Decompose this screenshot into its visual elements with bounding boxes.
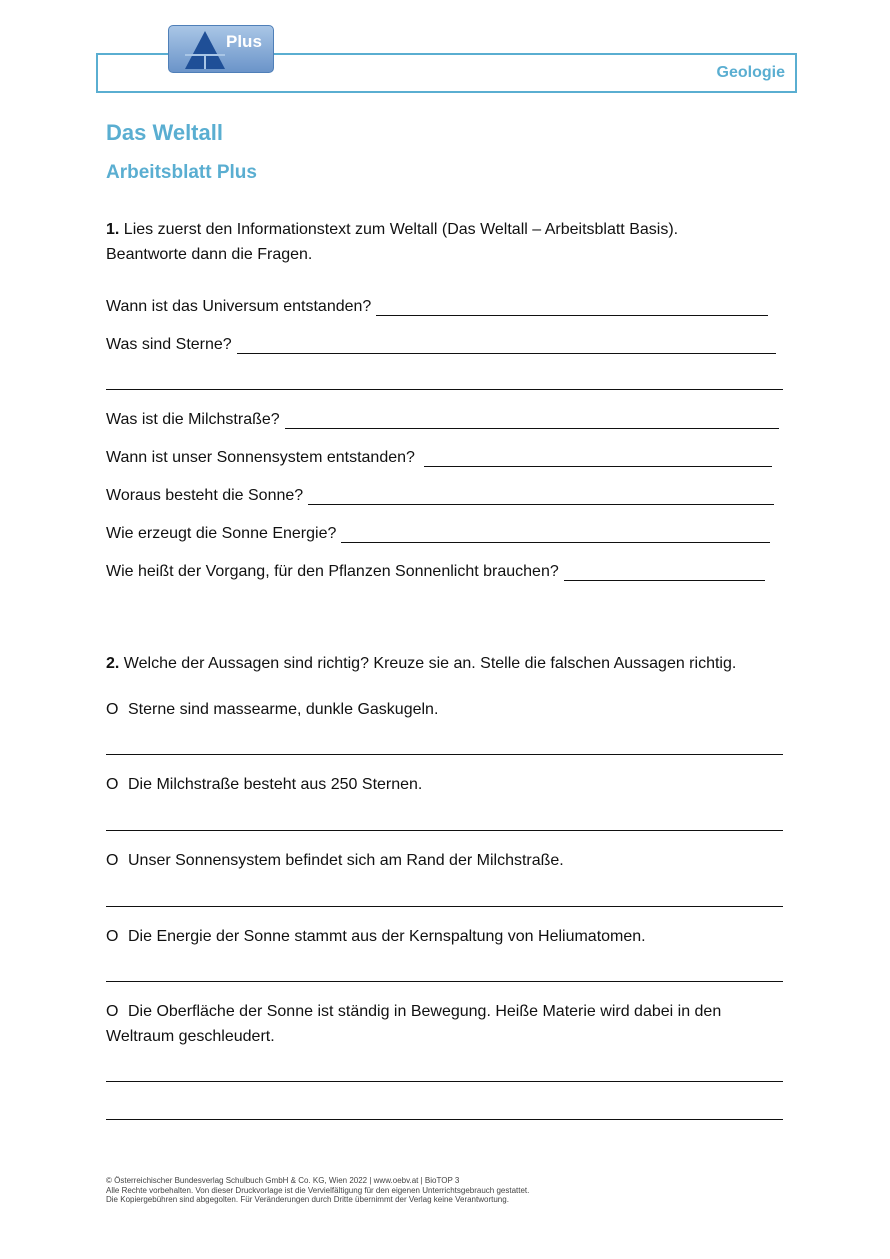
answer-line[interactable] xyxy=(106,389,783,390)
statement-item xyxy=(106,848,564,873)
question-row xyxy=(106,559,765,581)
answer-line[interactable] xyxy=(285,414,779,429)
statement-text: Sterne sind massearme, dunkle Gaskugeln. xyxy=(128,701,439,718)
question-text: Was ist die Milchstraße? xyxy=(106,411,280,428)
answer-line[interactable] xyxy=(106,906,783,907)
task1-number: 1. xyxy=(106,221,120,238)
plus-logo xyxy=(168,25,274,73)
question-row xyxy=(106,332,776,354)
question-row xyxy=(106,294,768,316)
checkbox-circle[interactable]: O xyxy=(106,701,119,718)
statement-text-continued: Weltraum geschleudert. xyxy=(106,1028,275,1045)
task2-text: Welche der Aussagen sind richtig? Kreuze sie an. Stelle die falschen Aussagen richtig. xyxy=(123,655,737,672)
question-text: Wann ist unser Sonnensystem entstanden? xyxy=(106,449,415,466)
statement-text: Die Milchstraße besteht aus 250 Sternen. xyxy=(128,776,423,793)
answer-line[interactable] xyxy=(106,754,783,755)
checkbox-circle[interactable]: O xyxy=(106,1003,119,1020)
statement-item xyxy=(106,772,422,797)
task1-text-line1: Lies zuerst den Informationstext zum Weltall (Das Weltall – Arbeitsblatt Basis). xyxy=(123,221,679,238)
task1-text-line2: Beantworte dann die Fragen. xyxy=(106,246,313,263)
copyright-footer xyxy=(106,1176,529,1205)
footer-line: © Österreichischer Bundesverlag Schulbuch GmbH & Co. KG, Wien 2022 | www.oebv.at | BioTOP 3 xyxy=(106,1176,460,1185)
answer-line[interactable] xyxy=(564,566,765,581)
question-row xyxy=(106,483,774,505)
question-row xyxy=(106,445,772,467)
answer-line[interactable] xyxy=(424,452,772,467)
checkbox-circle[interactable]: O xyxy=(106,852,119,869)
statement-text: Unser Sonnensystem befindet sich am Rand der Milchstraße. xyxy=(128,852,564,869)
answer-line[interactable] xyxy=(106,981,783,982)
statement-item xyxy=(106,697,438,722)
checkbox-circle[interactable]: O xyxy=(106,928,119,945)
question-row xyxy=(106,521,770,543)
question-text: Wie heißt der Vorgang, für den Pflanzen Sonnenlicht brauchen? xyxy=(106,563,559,580)
statement-item xyxy=(106,999,721,1049)
answer-line[interactable] xyxy=(106,1081,783,1082)
page-subtitle: Arbeitsblatt Plus xyxy=(106,162,257,183)
task1-instructions xyxy=(106,217,678,267)
question-text: Was sind Sterne? xyxy=(106,336,232,353)
subject-label: Geologie xyxy=(716,64,785,81)
logo-text: Plus xyxy=(226,32,262,51)
answer-line[interactable] xyxy=(106,830,783,831)
task2-number: 2. xyxy=(106,655,120,672)
answer-line[interactable] xyxy=(308,490,774,505)
statement-text: Die Oberfläche der Sonne ist ständig in Bewegung. Heiße Materie wird dabei in den xyxy=(128,1003,722,1020)
footer-line: Alle Rechte vorbehalten. Von dieser Druckvorlage ist die Vervielfältigung für den eigenen Unterrichtsgebrauch gestattet. xyxy=(106,1185,530,1195)
footer-line: Die Kopiergebühren sind abgegolten. Für Veränderungen durch Dritte übernimmt der Verlag keine Verantwortung. xyxy=(106,1195,509,1204)
question-text: Wie erzeugt die Sonne Energie? xyxy=(106,525,337,542)
task2-instructions xyxy=(106,651,736,676)
question-row xyxy=(106,407,779,429)
answer-line[interactable] xyxy=(237,339,776,354)
statement-item xyxy=(106,924,646,949)
question-text: Wann ist das Universum entstanden? xyxy=(106,298,372,315)
checkbox-circle[interactable]: O xyxy=(106,776,119,793)
question-text: Woraus besteht die Sonne? xyxy=(106,487,304,504)
page-title: Das Weltall xyxy=(106,120,223,145)
triangle-logo-icon xyxy=(183,29,227,71)
answer-line[interactable] xyxy=(106,1119,783,1120)
answer-line[interactable] xyxy=(376,301,768,316)
statement-text: Die Energie der Sonne stammt aus der Kernspaltung von Heliumatomen. xyxy=(128,928,646,945)
answer-line[interactable] xyxy=(341,528,770,543)
